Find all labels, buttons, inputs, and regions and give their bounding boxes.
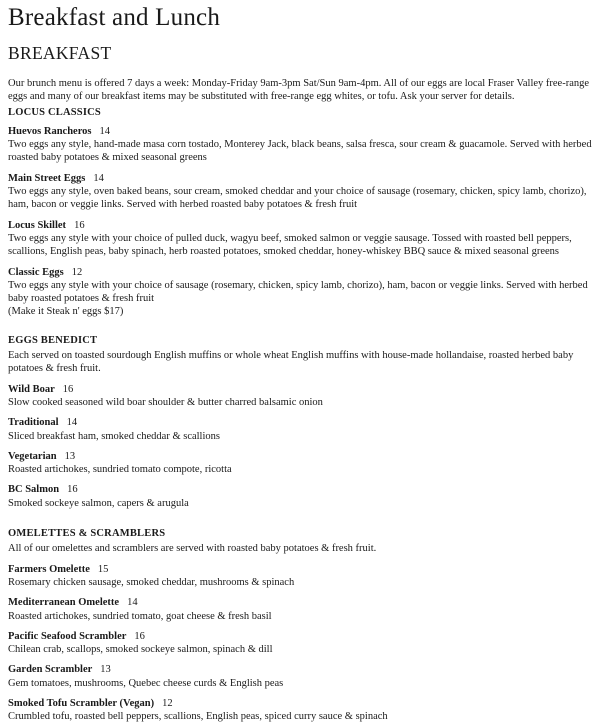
item-description: Two eggs any style with your choice of pulled duck, wagyu beef, smoked salmon or veggie sausage. Tossed with roasted bell peppers, scallions, English peas, baby spinach, herb roasted potatoes, smoked cheddar, honey-whiskey BBQ sauce & mixed seasonal greens	[8, 232, 572, 258]
section-locus-classics	[8, 106, 605, 319]
item-price: 14	[99, 125, 111, 137]
item-price: 16	[74, 219, 85, 231]
item-description: Two eggs any style, oven baked beans, sour cream, smoked cheddar and your choice of sausage (rosemary, chicken, spicy lamb, chorizo), ham, bacon or veggie links. Served with herbed roasted baby potatoes & fresh fruit	[8, 186, 587, 211]
section-title: OMELETTES & SCRAMBLERS	[8, 528, 166, 540]
menu-item-bc-salmon	[8, 483, 605, 510]
menu-item-traditional	[8, 416, 605, 443]
item-price: 16	[67, 484, 78, 496]
page-title: Breakfast and Lunch	[8, 4, 221, 31]
item-name: Huevos Rancheros	[8, 125, 92, 137]
item-name: Smoked Tofu Scrambler (Vegan)	[8, 697, 155, 709]
menu-item-vegetarian	[8, 450, 605, 477]
item-price: 15	[97, 563, 109, 575]
item-price: 14	[127, 597, 138, 609]
item-name: Classic Eggs	[8, 266, 64, 278]
menu-item-huevos-rancheros	[8, 125, 605, 165]
item-price: 14	[66, 417, 78, 429]
menu-item-smoked-tofu-scrambler	[8, 697, 605, 724]
item-price: 13	[64, 450, 76, 462]
item-name: Locus Skillet	[8, 219, 67, 231]
item-name: Main Street Eggs	[8, 172, 86, 184]
menu-item-locus-skillet	[8, 219, 605, 259]
item-description: Sliced breakfast ham, smoked cheddar & scallions	[8, 430, 220, 442]
menu-item-main-street-eggs	[8, 172, 605, 212]
item-description: Rosemary chicken sausage, smoked cheddar, mushrooms & spinach	[8, 576, 295, 588]
menu-item-farmers-omelette	[8, 563, 605, 590]
item-price: 16	[134, 630, 145, 642]
menu-item-mediterranean-omelette	[8, 596, 605, 623]
section-description: All of our omelettes and scramblers are served with roasted baby potatoes & fresh fruit.	[8, 543, 377, 555]
menu-item-garden-scrambler	[8, 663, 605, 690]
section-eggs-benedict	[8, 334, 605, 510]
item-description: Slow cooked seasoned wild boar shoulder & butter charred balsamic onion	[8, 396, 323, 408]
item-price: 13	[100, 664, 111, 676]
intro-text: Our brunch menu is offered 7 days a week: Monday-Friday 9am-3pm Sat/Sun 9am-4pm. All of our eggs are local Fraser Valley free-range eggs and many of our breakfast items may be substituted with free-range egg whites, or tofu. Ask your server for details.	[8, 78, 590, 103]
section-omelettes	[8, 527, 605, 724]
item-price: 12	[162, 697, 173, 709]
menu-item-classic-eggs	[8, 266, 605, 319]
item-price: 16	[62, 383, 74, 395]
item-description: Two eggs any style, hand-made masa corn tostado, Monterey Jack, black beans, salsa fresca, sour cream & guacamole. Served with herbed roasted baby potatoes & mixed seasonal greens	[8, 139, 592, 164]
section-description: Each served on toasted sourdough English muffins or whole wheat English muffins with house-made hollandaise, roasted herbed baby potatoes & fresh fruit.	[8, 350, 574, 375]
menu-item-wild-boar	[8, 383, 605, 410]
item-description: Smoked sockeye salmon, capers & arugula	[8, 497, 189, 509]
section-title: EGGS BENEDICT	[8, 334, 98, 346]
item-description: Gem tomatoes, mushrooms, Quebec cheese curds & English peas	[8, 677, 284, 689]
item-name: BC Salmon	[8, 484, 60, 496]
item-name: Farmers Omelette	[8, 563, 90, 575]
item-description: Crumbled tofu, roasted bell peppers, scallions, English peas, spiced curry sauce & spinach	[8, 711, 388, 723]
item-name: Garden Scrambler	[8, 664, 93, 676]
item-description: Roasted artichokes, sundried tomato compote, ricotta	[8, 464, 232, 476]
item-description: Two eggs any style with your choice of sausage (rosemary, chicken, spicy lamb, chorizo), ham, bacon or veggie links. Served with herbed baby roasted potatoes & fresh fruit	[8, 279, 588, 305]
item-price: 12	[71, 266, 83, 278]
menu-item-pacific-seafood-scrambler	[8, 630, 605, 657]
breakfast-heading: BREAKFAST	[8, 43, 112, 63]
item-name: Vegetarian	[8, 450, 57, 462]
item-name: Traditional	[8, 417, 59, 429]
item-name: Pacific Seafood Scrambler	[8, 630, 127, 642]
item-description: Chilean crab, scallops, smoked sockeye salmon, spinach & dill	[8, 644, 273, 656]
item-note: (Make it Steak n' eggs $17)	[8, 306, 124, 318]
section-title: LOCUS CLASSICS	[8, 106, 101, 118]
item-name: Wild Boar	[8, 383, 55, 395]
item-description: Roasted artichokes, sundried tomato, goat cheese & fresh basil	[8, 610, 272, 622]
item-price: 14	[93, 172, 104, 184]
item-name: Mediterranean Omelette	[8, 597, 120, 609]
